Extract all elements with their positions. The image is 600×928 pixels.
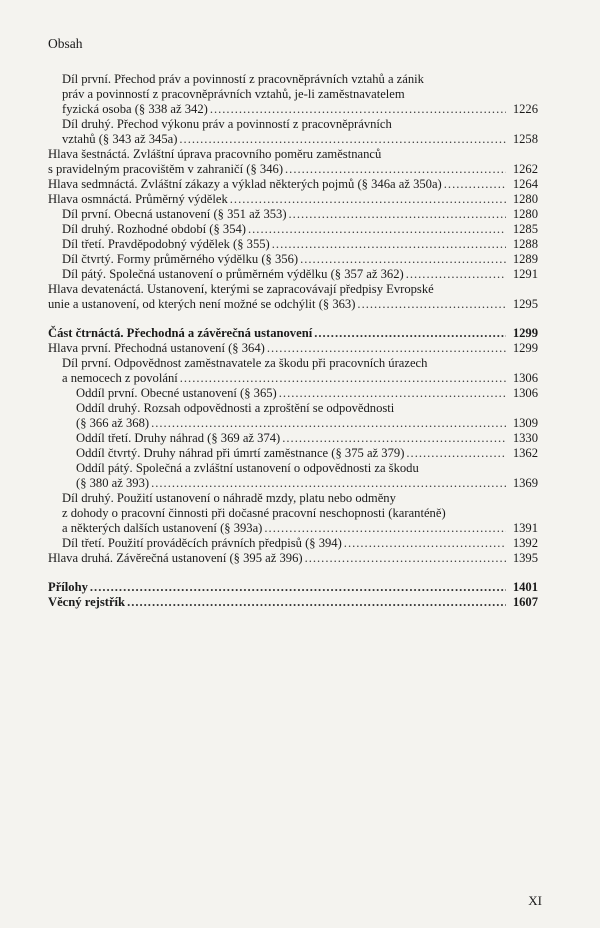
toc-entry-title: Díl první. Odpovědnost zaměstnavatele za škodu při pracovních úrazech (62, 356, 428, 370)
toc-entry (48, 356, 538, 386)
toc-entry (48, 222, 538, 237)
dot-leader (344, 536, 506, 551)
toc-entry-title: Hlava druhá. Závěrečná ustanovení (§ 395 až 396) (48, 551, 303, 565)
toc-entry-title: Oddíl druhý. Rozsah odpovědnosti a zproštění se odpovědnosti (76, 401, 395, 415)
dot-leader (248, 222, 506, 237)
dot-leader (314, 326, 506, 341)
toc-entry-title: z dohody o pracovní činnosti při dočasné pracovní neschopnosti (karanténě) (62, 506, 446, 520)
toc-entry-title: vztahů (§ 343 až 345a) (62, 132, 178, 146)
toc-entry-title: (§ 366 až 368) (76, 416, 150, 430)
toc-page-number: 1280 (512, 207, 538, 221)
toc-entry-title: Hlava osmnáctá. Průměrný výdělek (48, 192, 228, 206)
toc-page-number: 1395 (512, 551, 538, 565)
toc-entry-title: a nemocech z povolání (62, 371, 178, 385)
toc-page-number: 1295 (512, 297, 538, 311)
toc-entry (48, 267, 538, 282)
toc-entry (48, 282, 538, 312)
toc-entry-title: Díl druhý. Rozhodné období (§ 354) (62, 222, 246, 236)
dot-leader (406, 446, 506, 461)
dot-leader (285, 162, 506, 177)
toc-entry-title: Díl pátý. Společná ustanovení o průměrném výdělku (§ 357 až 362) (62, 267, 404, 281)
toc-entry (48, 461, 538, 491)
toc-page-number: 1306 (512, 386, 538, 400)
toc-entry-title: unie a ustanovení, od kterých není možné se odchýlit (§ 363) (48, 297, 356, 311)
toc-entry-title: (§ 380 až 393) (76, 476, 150, 490)
toc-page-number: 1369 (512, 476, 538, 490)
toc-entry-title: Díl čtvrtý. Formy průměrného výdělku (§ 356) (62, 252, 299, 266)
dot-leader (90, 580, 506, 595)
toc-entry-title: a některých dalších ustanovení (§ 393a) (62, 521, 263, 535)
toc-entry-title: práv a povinností z pracovněprávních vztahů, je-li zaměstnavatelem (62, 87, 405, 101)
toc-page-number: 1330 (512, 431, 538, 445)
toc-entry-title: Díl první. Obecná ustanovení (§ 351 až 353) (62, 207, 287, 221)
toc-page-number: 1299 (512, 326, 538, 340)
toc-page-number: 1285 (512, 222, 538, 236)
dot-leader (151, 416, 506, 431)
toc-entry-title: Hlava devatenáctá. Ustanovení, kterými se zapracovávají předpisy Evropské (48, 282, 434, 296)
toc-entry-title: Díl první. Přechod práv a povinností z pracovněprávních vztahů a zánik (62, 72, 424, 86)
toc-page-number: 1289 (512, 252, 538, 266)
toc-page-number: 1291 (512, 267, 538, 281)
toc-entry-title: Část čtrnáctá. Přechodná a závěrečná ustanovení (48, 326, 313, 340)
dot-leader (151, 476, 506, 491)
dot-leader (210, 102, 506, 117)
toc-entry-title: Oddíl třetí. Druhy náhrad (§ 369 až 374) (76, 431, 281, 445)
toc-entry (48, 192, 538, 207)
toc-entry-title: Díl druhý. Použití ustanovení o náhradě mzdy, platu nebo odměny (62, 491, 396, 505)
toc-entry-title: Díl třetí. Pravděpodobný výdělek (§ 355) (62, 237, 270, 251)
toc-page-number: 1258 (512, 132, 538, 146)
toc-entry (48, 446, 538, 461)
toc-entry (48, 117, 538, 147)
toc-page-number: 1607 (512, 595, 538, 609)
toc-spacer (48, 312, 538, 326)
toc-entry-title: Oddíl čtvrtý. Druhy náhrad při úmrtí zaměstnance (§ 375 až 379) (76, 446, 405, 460)
dot-leader (444, 177, 506, 192)
toc-entry-title: Hlava sedmnáctá. Zvláštní zákazy a výklad některých pojmů (§ 346a až 350a) (48, 177, 442, 191)
toc-entry (48, 551, 538, 566)
toc-entry-title: Hlava první. Přechodná ustanovení (§ 364) (48, 341, 265, 355)
dot-leader (279, 386, 506, 401)
toc-entry-title: Přílohy (48, 580, 88, 594)
toc-page-number: 1309 (512, 416, 538, 430)
dot-leader (264, 521, 506, 536)
running-header: Obsah (48, 36, 83, 51)
toc-page-number: 1288 (512, 237, 538, 251)
toc-entry (48, 72, 538, 117)
dot-leader (305, 551, 506, 566)
dot-leader (300, 252, 506, 267)
toc-page-number: 1392 (512, 536, 538, 550)
toc-entry-title: fyzická osoba (§ 338 až 342) (62, 102, 208, 116)
dot-leader (272, 237, 506, 252)
toc-entry-title: Věcný rejstřík (48, 595, 126, 609)
toc-entry-title: s pravidelným pracovištěm v zahraničí (§ 346) (48, 162, 284, 176)
toc-entry (48, 207, 538, 222)
toc-entry (48, 431, 538, 446)
toc-page-number: 1391 (512, 521, 538, 535)
dot-leader (267, 341, 506, 356)
toc-page-number: 1226 (512, 102, 538, 116)
toc-entry (48, 386, 538, 401)
toc-entry (48, 341, 538, 356)
toc-page-number: 1401 (512, 580, 538, 594)
toc-entry-title: Hlava šestnáctá. Zvláštní úprava pracovního poměru zaměstnanců (48, 147, 382, 161)
toc-entry (48, 580, 538, 595)
dot-leader (357, 297, 506, 312)
toc-entry (48, 536, 538, 551)
dot-leader (230, 192, 506, 207)
toc-page-number: 1362 (512, 446, 538, 460)
toc-page-number: 1280 (512, 192, 538, 206)
toc-page-number: 1264 (512, 177, 538, 191)
toc-spacer (48, 566, 538, 580)
toc-entry (48, 147, 538, 177)
dot-leader (127, 595, 506, 610)
toc-entry (48, 326, 538, 341)
dot-leader (289, 207, 506, 222)
toc-page-number: 1306 (512, 371, 538, 385)
toc-entry-title: Díl třetí. Použití prováděcích právních předpisů (§ 394) (62, 536, 342, 550)
toc-page-number: 1262 (512, 162, 538, 176)
dot-leader (406, 267, 506, 282)
dot-leader (282, 431, 506, 446)
toc-entry (48, 401, 538, 431)
toc-entry (48, 252, 538, 267)
dot-leader (179, 132, 506, 147)
toc-entry (48, 237, 538, 252)
toc-page-number: 1299 (512, 341, 538, 355)
toc-entry (48, 177, 538, 192)
dot-leader (180, 371, 506, 386)
toc-entry-title: Oddíl první. Obecné ustanovení (§ 365) (76, 386, 277, 400)
table-of-contents (48, 72, 538, 610)
toc-entry-title: Díl druhý. Přechod výkonu práv a povinností z pracovněprávních (62, 117, 392, 131)
toc-entry-title: Oddíl pátý. Společná a zvláštní ustanovení o odpovědnosti za škodu (76, 461, 419, 475)
page-number: XI (528, 893, 542, 908)
toc-entry (48, 491, 538, 536)
toc-entry (48, 595, 538, 610)
